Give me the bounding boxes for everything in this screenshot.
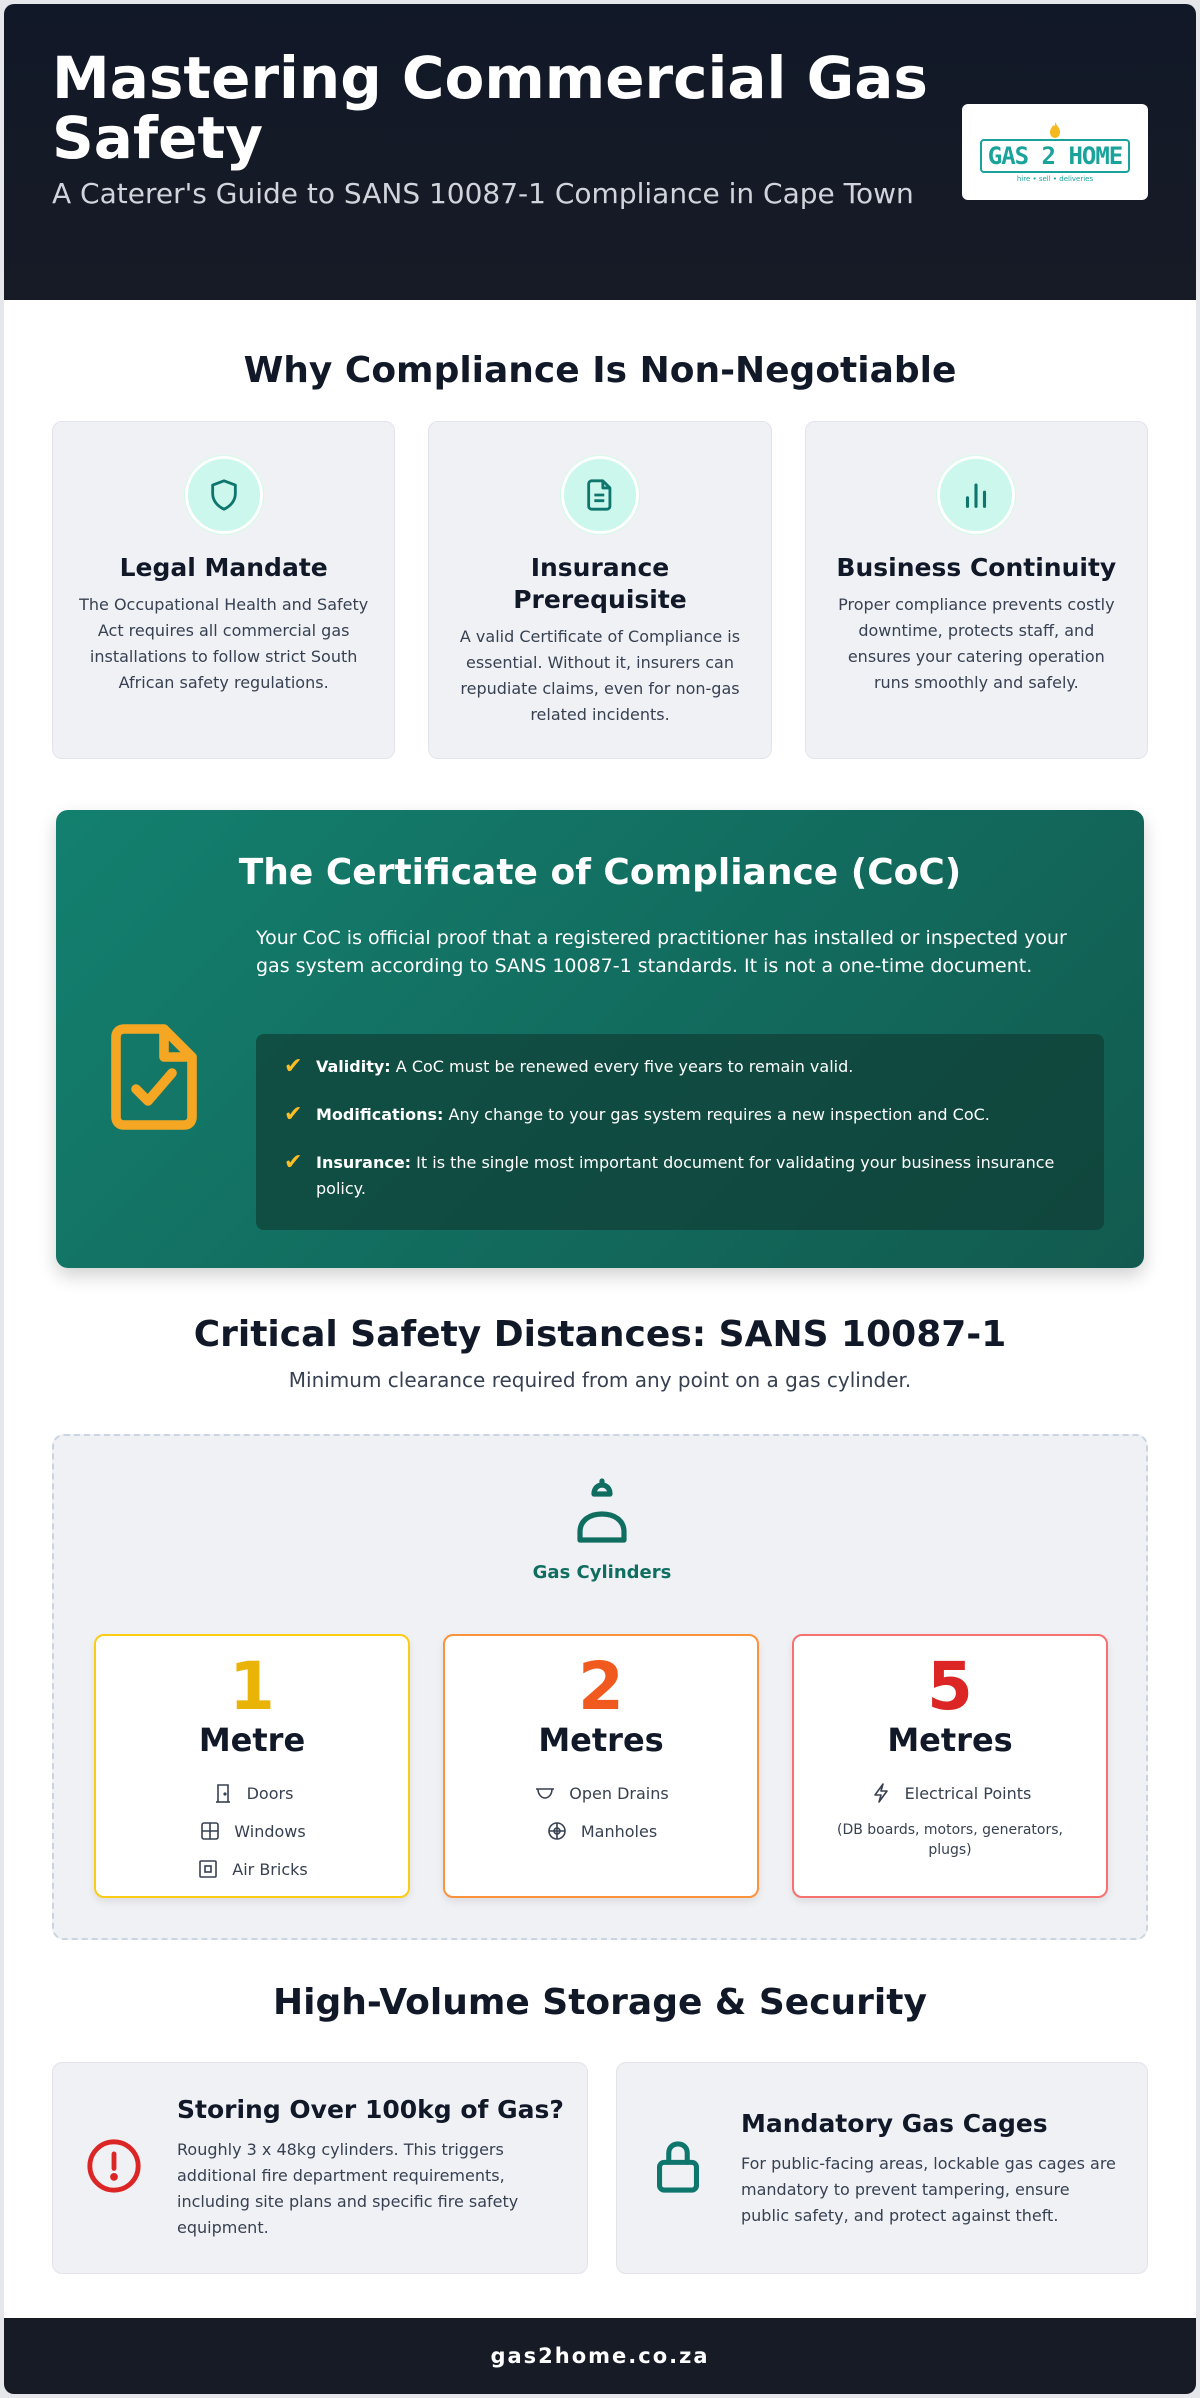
lock-icon	[649, 2137, 707, 2201]
checkmark-icon: ✔	[284, 1102, 303, 1127]
distance-card-5m	[792, 1634, 1108, 1898]
distance-unit: Metre	[198, 1721, 306, 1759]
drain-icon	[533, 1781, 557, 1805]
distance-item-electrical-points	[794, 1774, 1106, 1812]
distance-item-doors	[96, 1774, 408, 1812]
distance-number: 2	[578, 1648, 624, 1725]
bar-chart-icon	[937, 456, 1015, 534]
gas-cylinder-group	[54, 1478, 1150, 1583]
card-title: Legal Mandate	[119, 553, 328, 582]
coc-intro: Your CoC is official proof that a registered practitioner has installed or inspected your gas system according to SANS 10087-1 standards. It is not a one-time document.	[256, 927, 1067, 977]
footer-link[interactable]: gas2home.co.za	[490, 2344, 710, 2368]
item-text: A CoC must be renewed every five years to remain valid.	[395, 1057, 854, 1076]
logo-mark	[980, 121, 1131, 183]
distance-number: 1	[229, 1648, 275, 1725]
why-section	[4, 300, 1196, 724]
logo-tagline: hire • sell • deliveries	[1016, 175, 1094, 183]
card-legal-mandate	[52, 421, 395, 759]
distance-item-manholes	[445, 1812, 757, 1850]
coc-requirements-list	[256, 1034, 1104, 1230]
why-title: Why Compliance Is Non-Negotiable	[243, 350, 957, 391]
storage-card-text: Roughly 3 x 48kg cylinders. This triggers additional fire department requirements, including site plans and specific fire safety equipment.	[177, 2140, 519, 2237]
manhole-icon	[545, 1819, 569, 1843]
storage-card-title: Storing Over 100kg of Gas?	[177, 2095, 564, 2124]
document-icon	[561, 456, 639, 534]
gas-cylinders-label: Gas Cylinders	[532, 1562, 672, 1583]
flame-icon	[1048, 121, 1062, 139]
distance-card-1m	[94, 1634, 410, 1898]
item-label: Electrical Points	[904, 1783, 1032, 1803]
shield-icon	[185, 456, 263, 534]
distance-unit: Metres	[538, 1721, 664, 1759]
item-label: Doors	[246, 1783, 294, 1803]
card-title: Business Continuity	[836, 553, 1117, 582]
list-item	[280, 1102, 1080, 1128]
checkmark-icon: ✔	[284, 1150, 303, 1175]
item-label: Manholes	[580, 1821, 658, 1841]
card-text: The Occupational Health and Safety Act requires all commercial gas installations to follow strict South African safety regulations.	[79, 595, 369, 692]
gas-cylinder-icon	[574, 1478, 630, 1544]
brand-logo[interactable]	[962, 104, 1148, 200]
item-label: Validity:	[316, 1057, 391, 1076]
alert-icon	[85, 2137, 143, 2199]
distances-subtitle: Minimum clearance required from any point on a gas cylinder.	[288, 1368, 912, 1392]
distance-item-windows	[96, 1812, 408, 1850]
item-label: Open Drains	[569, 1783, 669, 1803]
distance-number: 5	[927, 1648, 973, 1725]
storage-card-over-100kg	[52, 2062, 588, 2274]
air-brick-icon	[196, 1857, 220, 1881]
card-business-continuity	[805, 421, 1148, 759]
page-subtitle: A Caterer's Guide to SANS 10087-1 Compliance in Cape Town	[52, 177, 914, 210]
page-title: Mastering Commercial Gas Safety	[52, 44, 928, 172]
distance-item-air-bricks	[96, 1850, 408, 1888]
electrical-note: (DB boards, motors, generators, plugs)	[836, 1822, 1063, 1858]
item-label: Modifications:	[316, 1105, 444, 1124]
coc-title: The Certificate of Compliance (CoC)	[238, 852, 962, 893]
distance-item-open-drains	[445, 1774, 757, 1812]
coc-section	[56, 810, 1144, 1268]
distance-unit: Metres	[887, 1721, 1013, 1759]
distance-card-2m	[443, 1634, 759, 1898]
list-item	[280, 1150, 1080, 1202]
card-text: Proper compliance prevents costly downtime, protects staff, and ensures your catering operation runs smoothly and safely.	[838, 595, 1115, 692]
card-text: A valid Certificate of Compliance is essential. Without it, insurers can repudiate claims, even for non-gas related incidents.	[459, 627, 741, 724]
list-item	[280, 1054, 1080, 1080]
item-label: Insurance:	[316, 1153, 412, 1172]
footer	[4, 2318, 1196, 2394]
card-insurance	[428, 421, 771, 759]
item-label: Air Bricks	[232, 1859, 308, 1879]
door-icon	[211, 1781, 235, 1805]
lightning-icon	[869, 1781, 893, 1805]
window-icon	[198, 1819, 222, 1843]
storage-card-gas-cages	[616, 2062, 1148, 2274]
item-label: Windows	[234, 1821, 306, 1841]
storage-title: High-Volume Storage & Security	[273, 1982, 927, 2023]
file-check-icon	[108, 1020, 204, 1138]
item-text: It is the single most important document for validating your business insurance policy.	[316, 1153, 1055, 1198]
distances-panel	[52, 1434, 1148, 1940]
logo-text: GAS 2 HOME	[980, 139, 1131, 173]
card-title: Insurance Prerequisite	[513, 553, 687, 614]
header	[4, 4, 1196, 300]
infographic-page	[4, 4, 1196, 2394]
checkmark-icon: ✔	[284, 1054, 303, 1079]
distances-title: Critical Safety Distances: SANS 10087-1	[193, 1314, 1007, 1355]
storage-card-text: For public-facing areas, lockable gas cages are mandatory to prevent tampering, ensure public safety, and protect against theft.	[741, 2154, 1116, 2225]
storage-card-title: Mandatory Gas Cages	[741, 2109, 1048, 2138]
item-text: Any change to your gas system requires a new inspection and CoC.	[448, 1105, 990, 1124]
